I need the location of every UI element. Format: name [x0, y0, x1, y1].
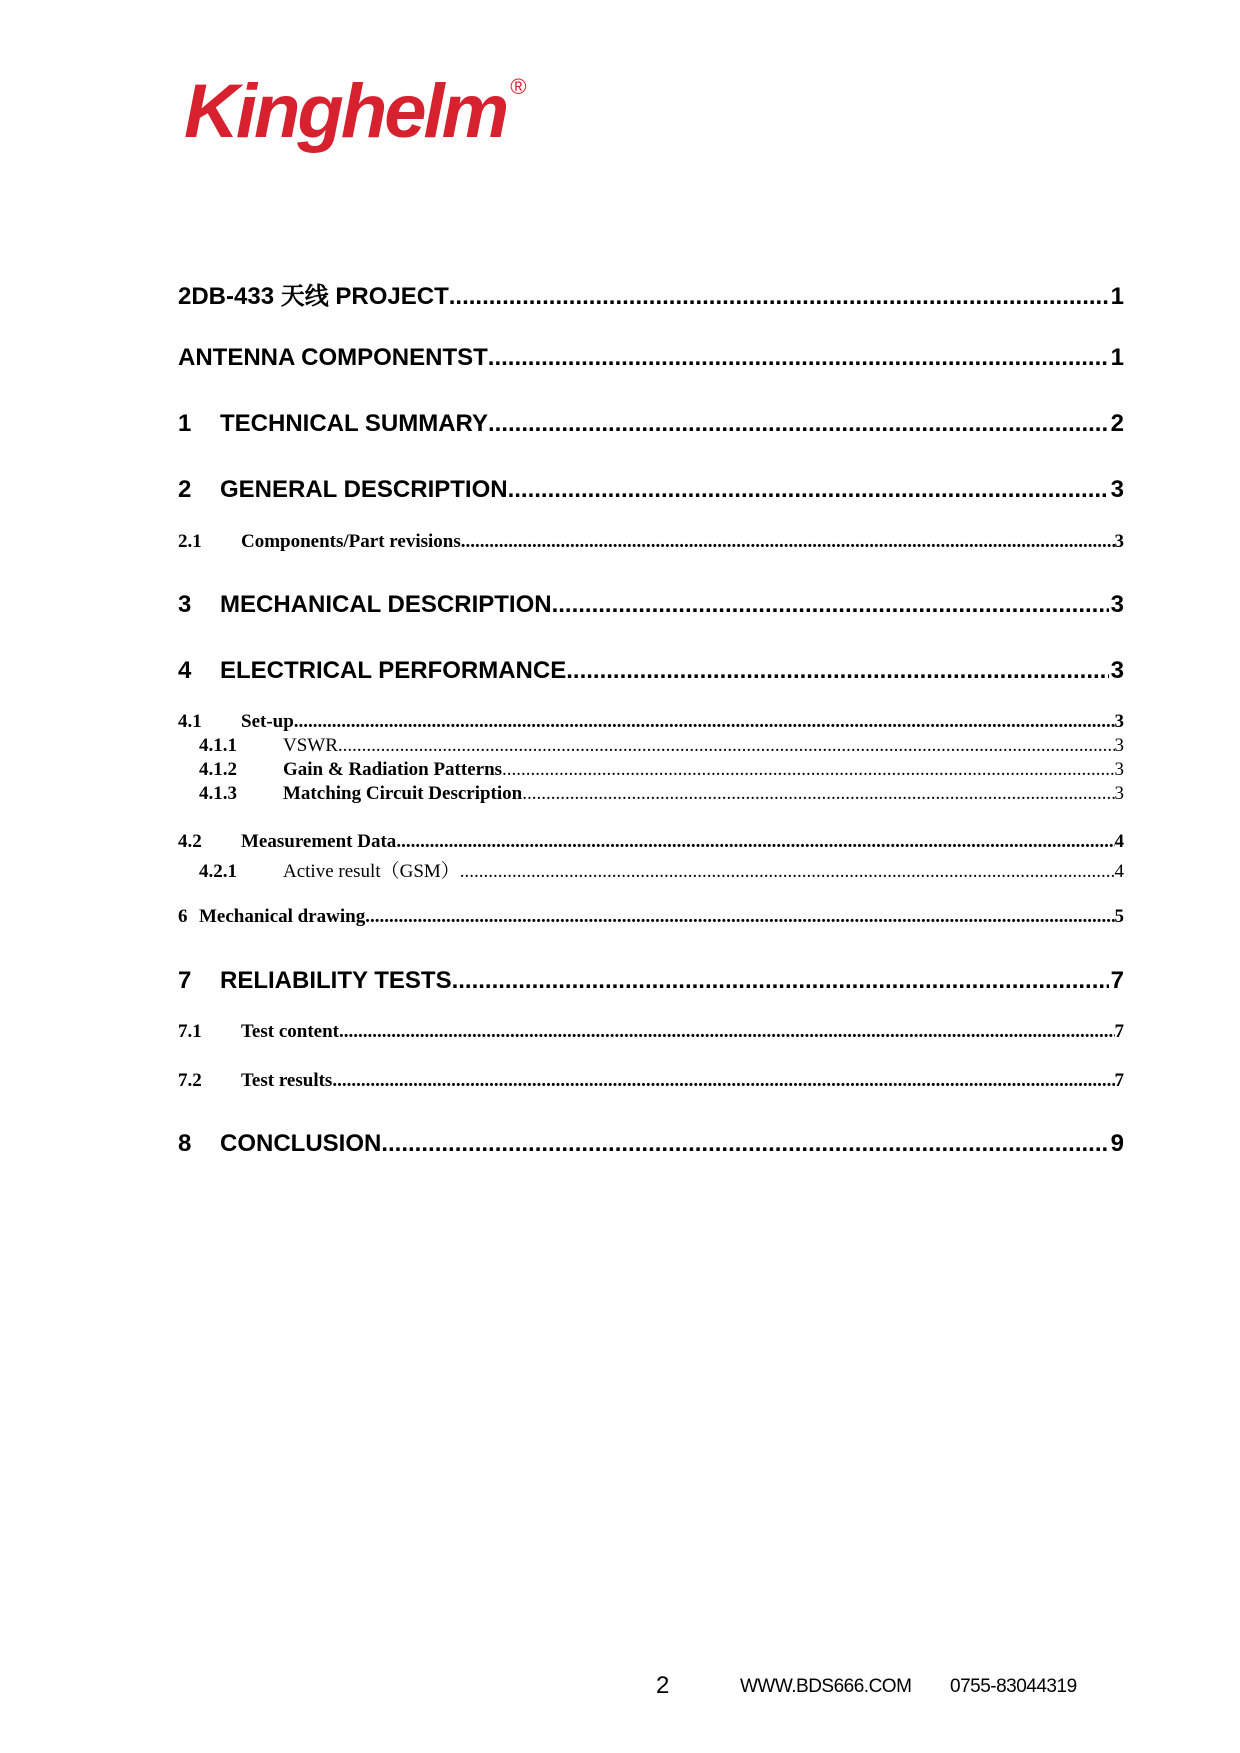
- toc-number: 8: [178, 1130, 192, 1157]
- toc-leader: [508, 476, 1109, 504]
- toc-number: 4.2: [178, 831, 202, 852]
- toc-number: 3: [178, 591, 192, 618]
- logo-text: Kinghelm: [184, 69, 507, 154]
- toc-entry-mechanical-drawing[interactable]: [178, 906, 1124, 928]
- toc-entry-technical-summary[interactable]: [178, 410, 1124, 438]
- registered-mark: ®: [510, 74, 527, 99]
- toc-number: 4.1.3: [199, 783, 237, 804]
- toc-leader: [566, 657, 1108, 685]
- toc-title: Mechanical drawing: [199, 906, 366, 927]
- footer-website: WWW.BDS666.COM: [740, 1676, 912, 1697]
- toc-leader: [461, 531, 1115, 553]
- toc-entry-conclusion[interactable]: [178, 1130, 1124, 1158]
- page-number: 2: [656, 1672, 670, 1699]
- toc-page: 7: [1110, 967, 1124, 994]
- toc-leader: [488, 344, 1109, 372]
- toc-title: CONCLUSION: [220, 1130, 382, 1157]
- toc-entry-mechanical-description[interactable]: [178, 591, 1124, 619]
- toc-page: 3: [1110, 591, 1124, 618]
- toc-leader: [502, 759, 1114, 781]
- toc-page: 3: [1114, 711, 1124, 732]
- toc-entry-test-content[interactable]: [178, 1021, 1124, 1043]
- toc-title: Test content: [241, 1021, 339, 1042]
- toc-page: 7: [1114, 1021, 1124, 1042]
- toc-leader: [332, 1070, 1114, 1092]
- footer-phone: 0755-83044319: [950, 1676, 1077, 1697]
- toc-number: 7: [178, 967, 192, 994]
- toc-entry-project[interactable]: [178, 276, 1124, 311]
- toc-title: MECHANICAL DESCRIPTION: [220, 591, 552, 618]
- toc-leader: [294, 711, 1115, 733]
- toc-title: Matching Circuit Description: [283, 783, 523, 804]
- toc-entry-general-description[interactable]: [178, 476, 1124, 504]
- toc-title: Components/Part revisions: [241, 531, 461, 552]
- toc-leader: [452, 967, 1109, 995]
- toc-entry-active-result-gsm[interactable]: [199, 856, 1124, 883]
- toc-page: 4: [1114, 861, 1124, 882]
- toc-leader: [522, 783, 1114, 805]
- toc-entry-vswr[interactable]: [199, 735, 1124, 757]
- toc-leader: [365, 906, 1114, 928]
- toc-entry-measurement-data[interactable]: [178, 831, 1124, 853]
- toc-leader: [488, 410, 1109, 438]
- toc-entry-matching-circuit-description[interactable]: [199, 783, 1124, 805]
- toc-page: 7: [1114, 1070, 1124, 1091]
- toc-number: 7.1: [178, 1021, 202, 1042]
- toc-entry-reliability-tests[interactable]: [178, 967, 1124, 995]
- toc-number: 4.1.2: [199, 759, 237, 780]
- toc-leader: [381, 1130, 1108, 1158]
- toc-page: 1: [1110, 283, 1124, 310]
- toc-title: Test results: [241, 1070, 333, 1091]
- toc-number: 4.2.1: [199, 861, 237, 882]
- toc-title: ANTENNA COMPONENTST: [178, 344, 488, 371]
- toc-entry-test-results[interactable]: [178, 1070, 1124, 1092]
- toc-page: 1: [1110, 344, 1124, 371]
- toc-title: Measurement Data: [241, 831, 397, 852]
- toc-page: 3: [1114, 531, 1124, 552]
- toc-title: Active result（GSM）: [283, 861, 460, 882]
- toc-entry-set-up[interactable]: [178, 711, 1124, 733]
- toc-number: 4.1.1: [199, 735, 237, 756]
- toc-title: Gain & Radiation Patterns: [283, 759, 503, 780]
- toc-title: VSWR: [283, 735, 338, 756]
- toc-title: TECHNICAL SUMMARY: [220, 410, 488, 437]
- toc-entry-antenna-components[interactable]: [178, 344, 1124, 372]
- toc-title: RELIABILITY TESTS: [220, 967, 452, 994]
- toc-title: 2DB-433 天线 PROJECT: [178, 283, 449, 310]
- toc-page: 9: [1110, 1130, 1124, 1157]
- toc-entry-gain-radiation-patterns[interactable]: [199, 759, 1124, 781]
- toc-leader: [449, 283, 1109, 311]
- toc-page: 4: [1114, 831, 1124, 852]
- toc-number: 4: [178, 657, 192, 684]
- toc-entry-electrical-performance[interactable]: [178, 657, 1124, 685]
- toc-entry-components-part-revisions[interactable]: [178, 531, 1124, 553]
- toc-leader: [460, 861, 1115, 883]
- toc-number: 7.2: [178, 1070, 202, 1091]
- toc-title: GENERAL DESCRIPTION: [220, 476, 508, 503]
- toc-page: 3: [1114, 759, 1124, 780]
- toc-page: 3: [1110, 657, 1124, 684]
- toc-number: 6: [178, 906, 188, 927]
- toc-leader: [396, 831, 1114, 853]
- toc-page: 3: [1114, 735, 1124, 756]
- toc-page: 3: [1114, 783, 1124, 804]
- toc-number: 4.1: [178, 711, 202, 732]
- toc-number: 2: [178, 476, 192, 503]
- toc-title: Set-up: [241, 711, 294, 732]
- toc-page: 2: [1110, 410, 1124, 437]
- toc-number: 1: [178, 410, 192, 437]
- toc-page: 3: [1110, 476, 1124, 503]
- toc-title: ELECTRICAL PERFORMANCE: [220, 657, 567, 684]
- toc-number: 2.1: [178, 531, 202, 552]
- toc-leader: [338, 735, 1115, 757]
- toc-leader: [552, 591, 1109, 619]
- toc-leader: [339, 1021, 1115, 1043]
- toc-page: 5: [1114, 906, 1124, 927]
